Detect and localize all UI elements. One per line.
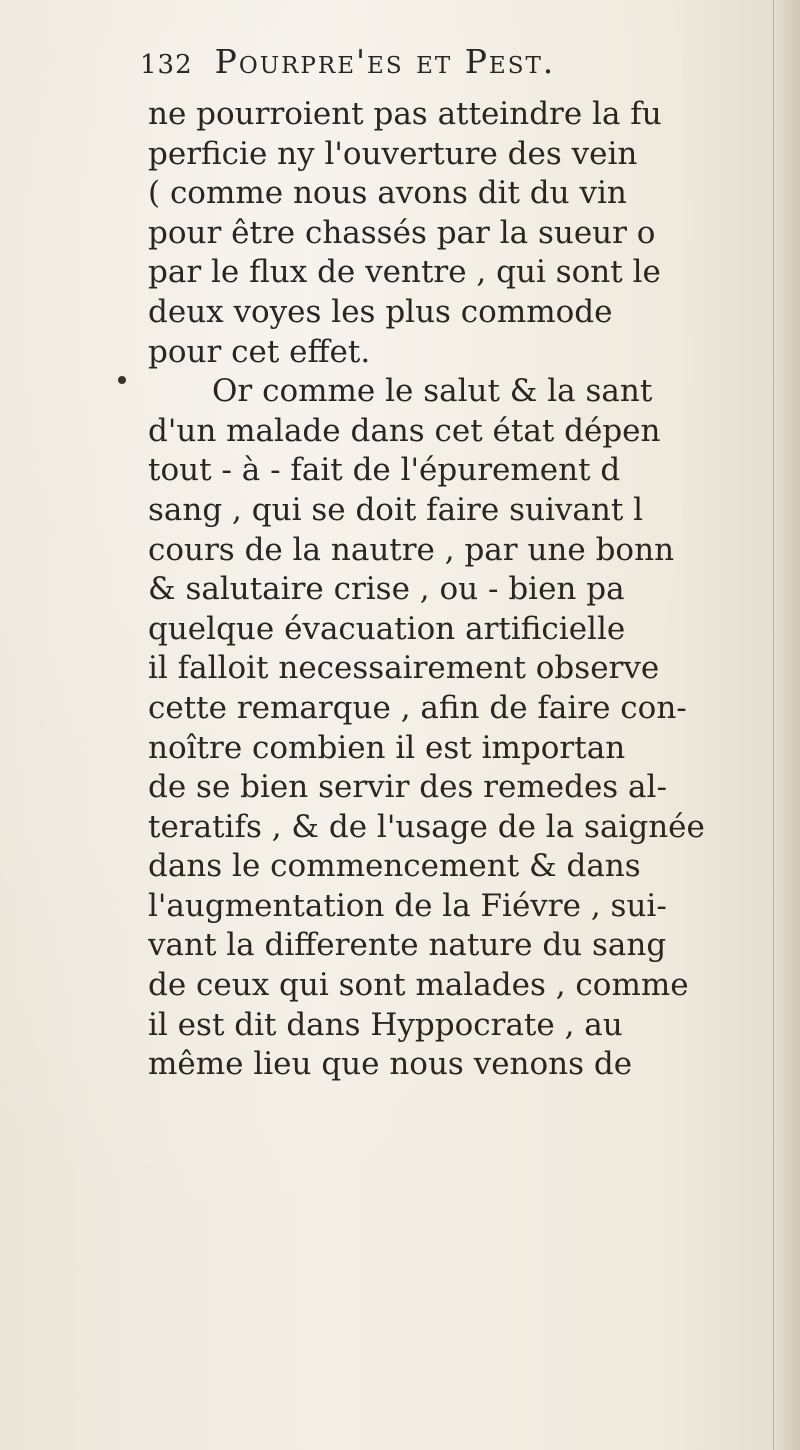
text-line: même lieu que nous venons de [148, 1046, 633, 1083]
text-line: perficie ny l'ouverture des vein [148, 135, 638, 172]
text-line: ( comme nous avons dit du vin [148, 175, 627, 212]
text-line: noître combien il est importan [148, 729, 626, 766]
text-line: d'un malade dans cet état dépen [148, 412, 661, 449]
running-title: Pourpre'es et Pest. [214, 42, 556, 81]
text-line: vant la differente nature du sang [148, 927, 667, 964]
text-line: il falloit necessairement observe [148, 650, 660, 687]
text-line: tout - à - fait de l'épurement d [148, 452, 621, 489]
text-line: & salutaire crise , ou - bien pa [148, 571, 625, 608]
text-line: il est dit dans Hyppocrate , au [148, 1006, 623, 1043]
text-line: pour cet effet. [148, 333, 371, 370]
text-line: l'augmentation de la Fiévre , sui- [148, 887, 667, 924]
text-line: de ceux qui sont malades , comme [148, 967, 689, 1004]
text-line: deux voyes les plus commode [148, 293, 613, 330]
text-line: cette remarque , afin de faire con- [148, 689, 687, 726]
ink-speck [118, 376, 126, 384]
text-line: par le flux de ventre , qui sont le [148, 254, 661, 291]
text-line: cours de la nautre , par une bonn [148, 531, 675, 568]
text-line: ne pourroient pas atteindre la fu [148, 96, 662, 132]
text-line: teratifs , & de l'usage de la saignée [148, 808, 705, 845]
paragraph-start-line: Or comme le salut & la sant [212, 373, 653, 410]
page-number: 132 [140, 50, 193, 80]
body-text [148, 95, 780, 1085]
text-line: de se bien servir des remedes al- [148, 769, 667, 806]
running-head [140, 42, 780, 81]
text-line: pour être chassés par la sueur o [148, 214, 656, 251]
text-line: quelque évacuation artificielle [148, 610, 626, 647]
text-line: dans le commencement & dans [148, 848, 641, 885]
text-line: sang , qui se doit faire suivant l [148, 491, 644, 528]
